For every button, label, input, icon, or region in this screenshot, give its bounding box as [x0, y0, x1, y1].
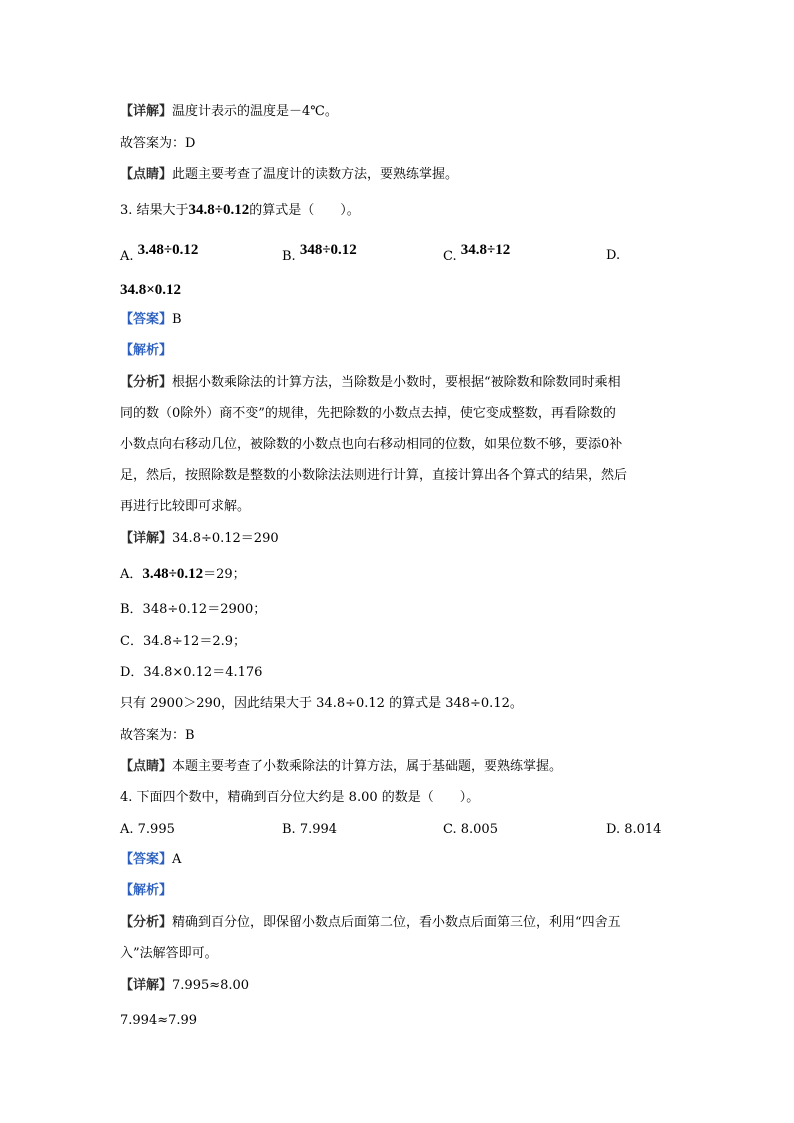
q3-conclusion-text: 只有 2900＞290，因此结果大于 34.8÷0.12 的算式是 348÷0.12。	[120, 696, 523, 711]
q4-analysis-line-1	[120, 915, 621, 931]
question-4-text: 4. 下面四个数中，精确到百分位大约是 8.00 的数是（ ）。	[120, 790, 480, 805]
q3-analysis-line-1	[120, 375, 621, 391]
answer-line	[120, 136, 195, 152]
q4-option-a	[120, 822, 175, 838]
q3-calc-d	[120, 665, 262, 681]
q3-final-answer	[120, 728, 195, 744]
q3-analysis-line-4	[120, 468, 627, 484]
q4-detail-tag: 【详解】	[120, 978, 173, 993]
question-3-math: 34.8÷0.12	[188, 202, 250, 218]
q4-option-b	[282, 822, 337, 838]
q4-detail-text-2: 7.994≈7.99	[120, 1013, 198, 1028]
detail-text: 温度计表示的温度是－4℃。	[172, 104, 338, 119]
q3-analysis-line-3	[120, 437, 622, 453]
q3-calc-c	[120, 634, 246, 650]
q3-option-d-expression	[120, 282, 181, 299]
q3-calc-b	[120, 602, 266, 618]
q3-analysis-text-1: 根据小数乘除法的计算方法，当除数是小数时，要根据“被除数和除数同时乘相	[172, 375, 621, 390]
q3-calc-a-text: ＝29；	[203, 567, 246, 582]
q3-final-answer-text: 故答案为：B	[120, 728, 195, 743]
detail-tag: 【详解】	[120, 104, 173, 119]
q3-analysis-tag: 【解析】	[120, 343, 173, 358]
q3-analysis-tag-fx: 【分析】	[120, 375, 173, 390]
q4-analysis-heading	[120, 883, 172, 899]
q3-analysis-text-5: 再进行比较即可求解。	[120, 499, 251, 514]
tip-text: 此题主要考查了温度计的读数方法，要熟练掌握。	[172, 167, 459, 182]
question-3-suffix: 的算式是（ ）。	[249, 203, 360, 218]
question-3	[120, 202, 360, 219]
q4-option-a-text: A. 7.995	[120, 822, 175, 837]
q4-option-d	[606, 822, 661, 838]
q3-answer-text: B	[172, 312, 182, 327]
q4-analysis-tag-fx: 【分析】	[120, 915, 173, 930]
q3-option-a-math: 3.48÷0.12	[137, 242, 199, 258]
q3-analysis-line-5	[120, 499, 250, 515]
q4-answer-text: A	[172, 852, 182, 867]
tip-line	[120, 167, 458, 183]
q3-tip	[120, 759, 562, 775]
q4-analysis-tag: 【解析】	[120, 883, 173, 898]
q3-calc-c-text: C．34.8÷12＝2.9；	[120, 634, 247, 649]
q3-detail-tag: 【详解】	[120, 531, 173, 546]
q3-option-d-label: D.	[606, 248, 621, 263]
q3-calc-a-math: 3.48÷0.12	[142, 566, 204, 582]
q4-analysis-line-2	[120, 946, 218, 962]
q3-option-a	[120, 242, 199, 265]
q4-option-c-text: C. 8.005	[443, 822, 498, 837]
q4-answer	[120, 852, 181, 868]
q3-option-a-label: A.	[120, 249, 134, 264]
q4-answer-tag: 【答案】	[120, 852, 173, 867]
q4-detail-text: 7.995≈8.00	[172, 978, 250, 993]
q4-detail	[120, 978, 249, 994]
q3-option-d-math: 34.8×0.12	[120, 282, 182, 298]
q3-option-c	[443, 242, 511, 265]
q4-option-b-text: B. 7.994	[282, 822, 338, 837]
q3-option-b-label: B.	[282, 249, 296, 264]
q4-option-d-text: D. 8.014	[606, 822, 662, 837]
q4-analysis-text-2: 入”法解答即可。	[120, 946, 218, 961]
q3-conclusion	[120, 696, 523, 712]
q3-option-c-label: C.	[443, 249, 457, 264]
q3-tip-text: 本题主要考查了小数乘除法的计算方法，属于基础题，要熟练掌握。	[172, 759, 563, 774]
tip-tag: 【点睛】	[120, 167, 173, 182]
q4-analysis-text-1: 精确到百分位，即保留小数点后面第二位，看小数点后面第三位，利用“四舍五	[172, 915, 621, 930]
q3-detail	[120, 531, 279, 547]
q3-analysis-heading	[120, 343, 172, 359]
question-3-prefix: 3. 结果大于	[120, 203, 189, 218]
q3-analysis-text-2: 同的数（0除外）商不变”的规律，先把除数的小数点去掉，使它变成整数，再看除数的	[120, 406, 616, 421]
q3-detail-text: 34.8÷0.12＝290	[172, 531, 279, 546]
q3-calc-a	[120, 566, 246, 583]
q3-answer	[120, 312, 182, 328]
q3-analysis-text-3: 小数点向右移动几位，被除数的小数点也向右移动相同的位数，如果位数不够，要添0补	[120, 437, 623, 452]
q3-analysis-line-2	[120, 406, 616, 422]
q3-option-c-math: 34.8÷12	[460, 242, 511, 258]
q4-option-c	[443, 822, 498, 838]
q3-analysis-text-4: 足，然后，按照除数是整数的小数除法法则进行计算，直接计算出各个算式的结果，然后	[120, 468, 628, 483]
answer-text: 故答案为：D	[120, 136, 196, 151]
q3-answer-tag: 【答案】	[120, 312, 173, 327]
q3-calc-b-text: B．348÷0.12＝2900；	[120, 602, 267, 617]
q3-calc-d-text: D．34.8×0.12＝4.176	[120, 665, 263, 680]
q4-detail-line-2	[120, 1013, 197, 1029]
detail-line	[120, 104, 338, 120]
question-4	[120, 790, 479, 806]
q3-option-b	[282, 242, 357, 265]
q3-option-b-math: 348÷0.12	[299, 242, 357, 258]
q3-tip-tag: 【点睛】	[120, 759, 173, 774]
q3-calc-a-label: A．	[120, 567, 143, 582]
q3-option-d	[606, 248, 620, 264]
